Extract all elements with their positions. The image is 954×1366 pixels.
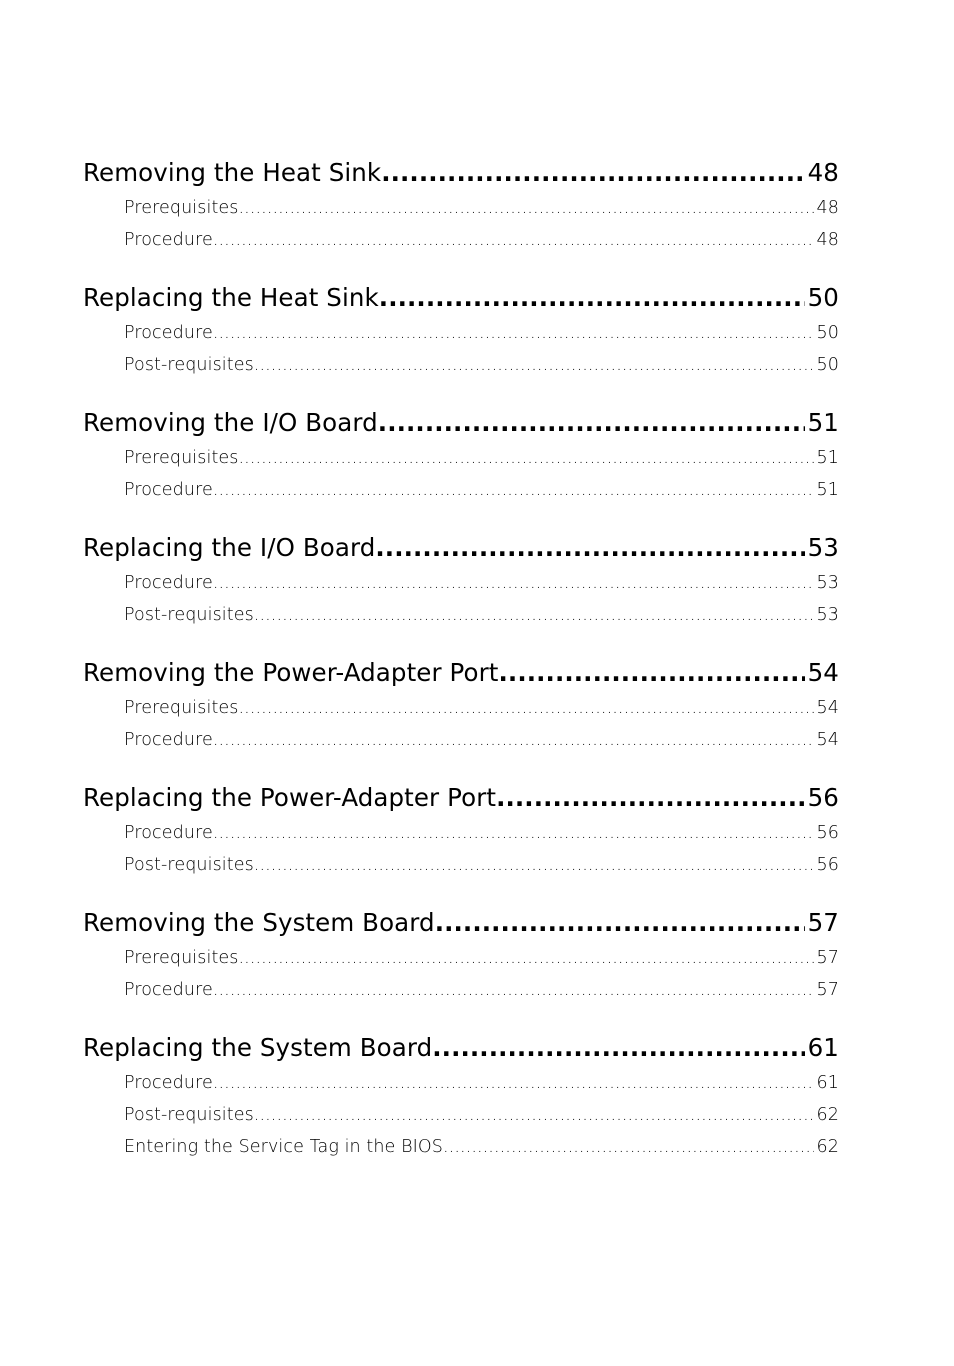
toc-section [83, 779, 839, 881]
toc-entry-page: 54 [814, 692, 839, 724]
toc-heading[interactable] [83, 529, 839, 567]
toc-section [83, 654, 839, 756]
toc-heading[interactable] [83, 279, 839, 317]
dot-leader [239, 942, 814, 974]
dot-leader [381, 154, 804, 192]
toc-heading-title: Replacing the Power-Adapter Port [83, 779, 496, 817]
toc-entry-page: 62 [814, 1131, 839, 1163]
toc-entry-page: 61 [814, 1067, 839, 1099]
toc-entry-page: 50 [814, 349, 839, 381]
toc-heading-page: 51 [805, 404, 839, 442]
toc-heading-title: Removing the Heat Sink [83, 154, 381, 192]
toc-entry[interactable] [83, 442, 839, 474]
toc-entry-label: Post-requisites [124, 1099, 254, 1131]
toc-heading[interactable] [83, 904, 839, 942]
dot-leader [239, 442, 814, 474]
toc-entry-label: Procedure [124, 224, 213, 256]
toc-heading-page: 56 [805, 779, 839, 817]
toc-entry[interactable] [83, 224, 839, 256]
toc-entry[interactable] [83, 1067, 839, 1099]
toc-entry-page: 54 [814, 724, 839, 756]
toc-entry[interactable] [83, 349, 839, 381]
toc-heading-page: 53 [805, 529, 839, 567]
dot-leader [496, 779, 805, 817]
dot-leader [213, 317, 814, 349]
dot-leader [213, 1067, 814, 1099]
toc-entry-page: 50 [814, 317, 839, 349]
toc-entry-label: Procedure [124, 567, 213, 599]
toc-heading[interactable] [83, 654, 839, 692]
dot-leader [432, 1029, 804, 1067]
toc-section [83, 529, 839, 631]
dot-leader [239, 692, 814, 724]
toc-entry-label: Procedure [124, 1067, 213, 1099]
toc-entry[interactable] [83, 192, 839, 224]
dot-leader [499, 654, 805, 692]
toc-heading[interactable] [83, 1029, 839, 1067]
dot-leader [213, 817, 814, 849]
toc-entry-page: 51 [814, 474, 839, 506]
toc-entry-page: 51 [814, 442, 839, 474]
toc-entry-label: Post-requisites [124, 599, 254, 631]
toc-entry-label: Post-requisites [124, 349, 254, 381]
table-of-contents [83, 154, 839, 1186]
toc-heading-page: 48 [805, 154, 839, 192]
toc-entry-label: Prerequisites [124, 692, 239, 724]
toc-entry-page: 57 [814, 974, 839, 1006]
dot-leader [239, 192, 814, 224]
toc-heading-title: Removing the System Board [83, 904, 435, 942]
toc-entry[interactable] [83, 599, 839, 631]
toc-heading-title: Replacing the I/O Board [83, 529, 375, 567]
toc-entry[interactable] [83, 1099, 839, 1131]
toc-heading[interactable] [83, 154, 839, 192]
toc-entry-label: Prerequisites [124, 942, 239, 974]
toc-entry-label: Prerequisites [124, 192, 239, 224]
dot-leader [375, 529, 804, 567]
dot-leader [435, 904, 805, 942]
toc-entry-label: Procedure [124, 474, 213, 506]
toc-entry-page: 48 [814, 224, 839, 256]
toc-heading[interactable] [83, 779, 839, 817]
toc-entry[interactable] [83, 474, 839, 506]
toc-entry-label: Procedure [124, 974, 213, 1006]
dot-leader [254, 1099, 814, 1131]
toc-section [83, 1029, 839, 1163]
toc-entry-page: 53 [814, 599, 839, 631]
dot-leader [213, 224, 814, 256]
toc-heading-page: 54 [805, 654, 839, 692]
toc-entry-page: 56 [814, 849, 839, 881]
toc-entry[interactable] [83, 942, 839, 974]
toc-heading-title: Removing the Power-Adapter Port [83, 654, 499, 692]
toc-entry-label: Entering the Service Tag in the BIOS [124, 1131, 443, 1163]
dot-leader [213, 474, 814, 506]
toc-section [83, 154, 839, 256]
toc-entry-page: 62 [814, 1099, 839, 1131]
dot-leader [254, 849, 814, 881]
toc-entry[interactable] [83, 692, 839, 724]
toc-entry-page: 57 [814, 942, 839, 974]
toc-entry[interactable] [83, 724, 839, 756]
toc-heading-page: 61 [805, 1029, 839, 1067]
dot-leader [379, 279, 805, 317]
toc-entry[interactable] [83, 1131, 839, 1163]
toc-heading-page: 57 [805, 904, 839, 942]
toc-heading-title: Removing the I/O Board [83, 404, 378, 442]
toc-entry[interactable] [83, 849, 839, 881]
toc-entry-label: Procedure [124, 317, 213, 349]
toc-section [83, 404, 839, 506]
toc-entry-label: Procedure [124, 724, 213, 756]
toc-entry[interactable] [83, 317, 839, 349]
toc-entry-page: 48 [814, 192, 839, 224]
toc-entry-label: Post-requisites [124, 849, 254, 881]
dot-leader [213, 974, 814, 1006]
dot-leader [378, 404, 805, 442]
toc-entry-label: Procedure [124, 817, 213, 849]
toc-section [83, 279, 839, 381]
toc-section [83, 904, 839, 1006]
toc-entry-page: 53 [814, 567, 839, 599]
toc-entry-page: 56 [814, 817, 839, 849]
dot-leader [254, 599, 814, 631]
dot-leader [443, 1131, 814, 1163]
toc-heading-title: Replacing the Heat Sink [83, 279, 379, 317]
toc-entry[interactable] [83, 817, 839, 849]
toc-heading-title: Replacing the System Board [83, 1029, 432, 1067]
toc-heading-page: 50 [805, 279, 839, 317]
toc-entry[interactable] [83, 974, 839, 1006]
toc-heading[interactable] [83, 404, 839, 442]
dot-leader [213, 724, 814, 756]
dot-leader [254, 349, 814, 381]
toc-entry[interactable] [83, 567, 839, 599]
dot-leader [213, 567, 814, 599]
toc-entry-label: Prerequisites [124, 442, 239, 474]
